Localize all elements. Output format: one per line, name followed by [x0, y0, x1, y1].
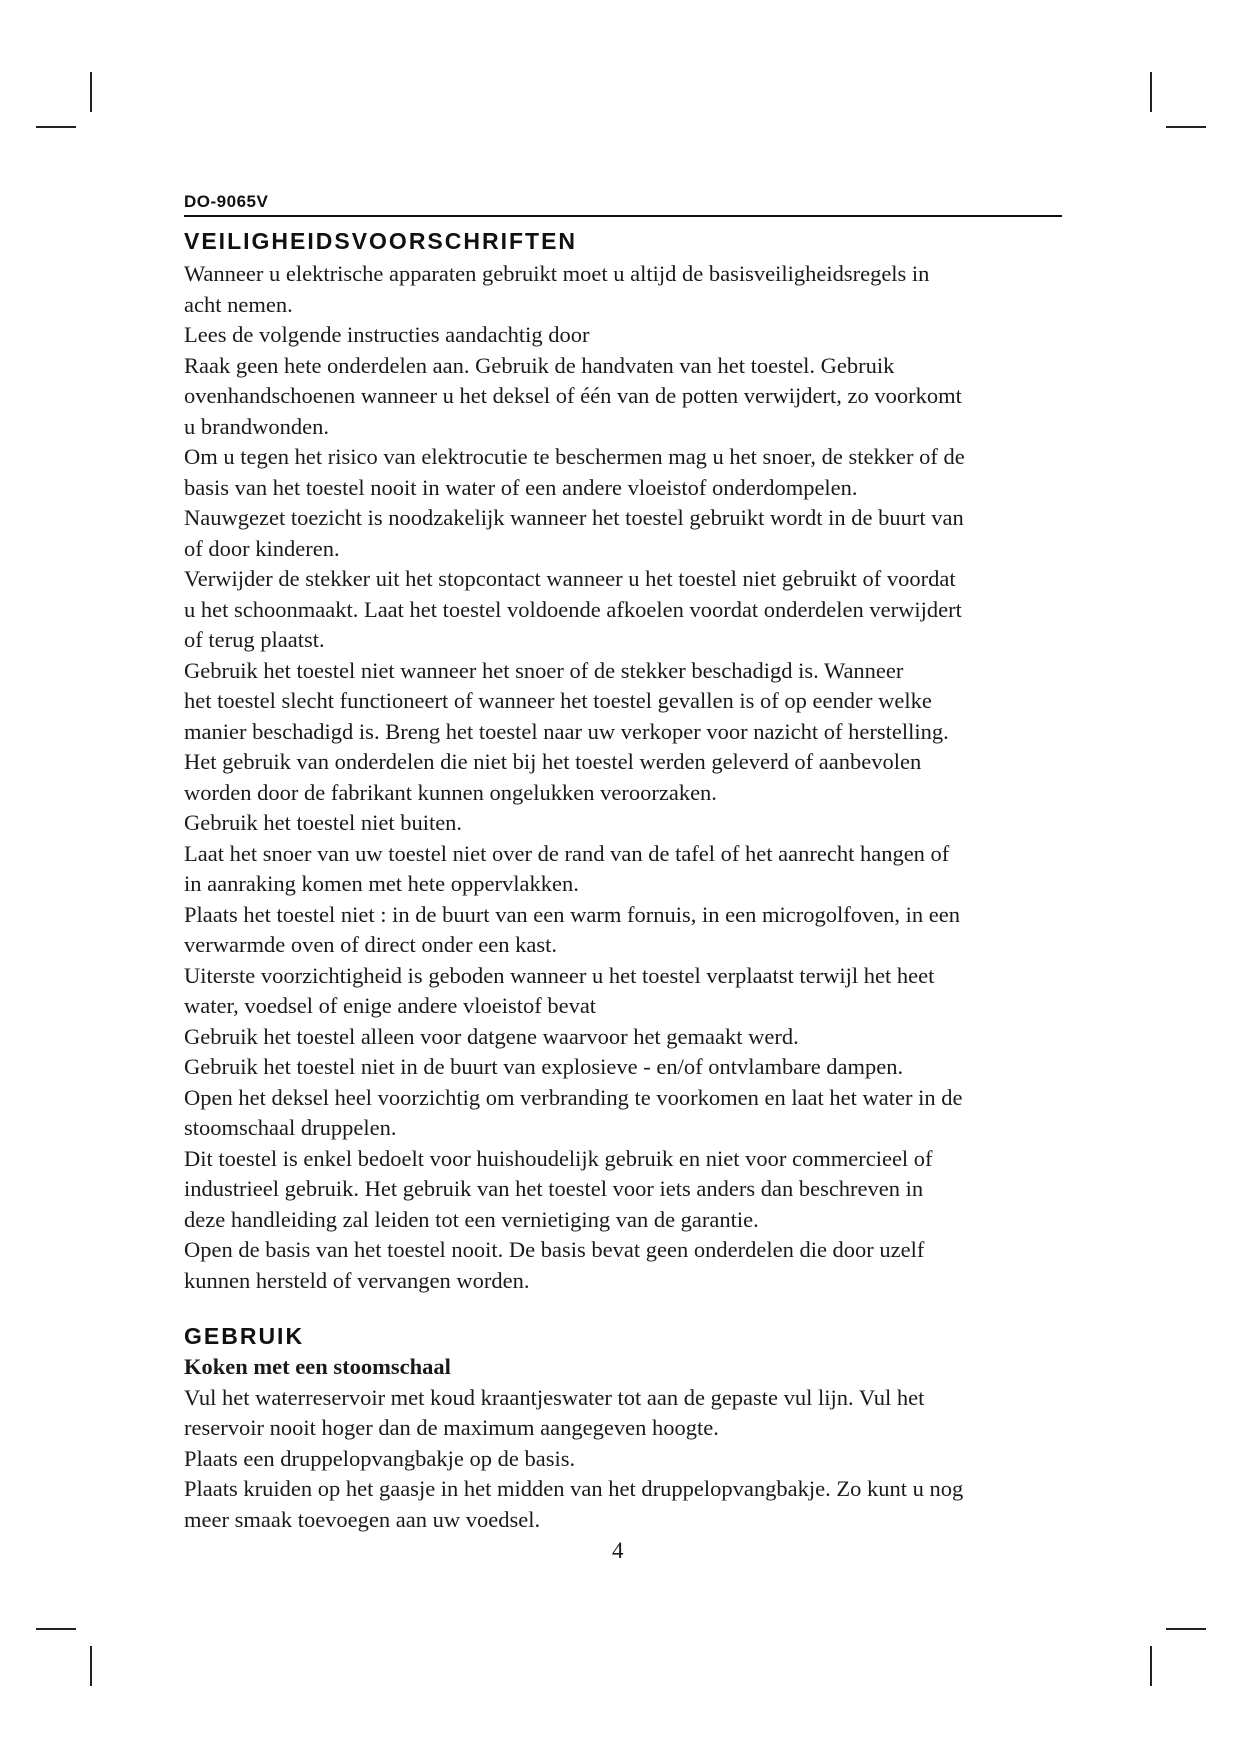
safety-heading: VEILIGHEIDSVOORSCHRIFTEN [184, 228, 578, 254]
text-line: Verwijder de stekker uit het stopcontact wanneer u het toestel niet gebruikt of voordat [184, 566, 956, 591]
crop-mark-top-left-horizontal [36, 126, 76, 128]
text-line: reservoir nooit hoger dan de maximum aangegeven hoogte. [184, 1415, 719, 1440]
text-line: manier beschadigd is. Breng het toestel naar uw verkoper voor nazicht of herstelling. [184, 718, 949, 744]
text-line: Gebruik het toestel niet wanneer het snoer of de stekker beschadigd is. Wanneer [184, 657, 904, 683]
text-line: acht nemen. [184, 291, 293, 317]
text-line: Laat het snoer van uw toestel niet over de rand van de tafel of het aanrecht hangen of [184, 840, 950, 866]
usage-text [184, 1383, 1064, 1536]
text-line: deze handleiding zal leiden tot een vernietiging van de garantie. [184, 1206, 759, 1232]
crop-mark-top-right-horizontal [1166, 126, 1206, 128]
text-line: Gebruik het toestel niet buiten. [184, 810, 463, 835]
usage-subheading: Koken met een stoomschaal [184, 1354, 451, 1379]
crop-mark-bottom-right-horizontal [1166, 1628, 1206, 1630]
text-line: verwarmde oven of direct onder een kast. [184, 932, 557, 957]
crop-mark-top-right-vertical [1150, 72, 1152, 112]
text-line: Lees de volgende instructies aandachtig door [184, 322, 590, 347]
text-line: of door kinderen. [184, 535, 340, 561]
crop-mark-top-left-vertical [90, 72, 92, 112]
text-line: Nauwgezet toezicht is noodzakelijk wanneer het toestel gebruikt wordt in de buurt van [184, 505, 964, 530]
text-line: Uiterste voorzichtigheid is geboden wanneer u het toestel verplaatst terwijl het heet [184, 962, 935, 988]
crop-mark-bottom-left-vertical [90, 1646, 92, 1686]
text-line: industrieel gebruik. Het gebruik van het toestel voor iets anders dan beschreven in [184, 1176, 924, 1201]
text-line: het toestel slecht functioneert of wanneer het toestel gevallen is of op eender welke [184, 688, 932, 713]
text-line: Om u tegen het risico van elektrocutie te beschermen mag u het snoer, de stekker of de [184, 444, 965, 469]
text-line: ovenhandschoenen wanneer u het deksel of één van de potten verwijdert, zo voorkomt [184, 383, 962, 408]
text-line: Wanneer u elektrische apparaten gebruikt moet u altijd de basisveiligheidsregels in [184, 261, 930, 286]
text-line: Open het deksel heel voorzichtig om verbranding te voorkomen en laat het water in de [184, 1084, 963, 1110]
text-line: worden door de fabrikant kunnen ongelukken veroorzaken. [184, 779, 717, 805]
text-line: Het gebruik van onderdelen die niet bij het toestel werden geleverd of aanbevolen [184, 749, 922, 774]
safety-text [184, 259, 1064, 1296]
page-number: 4 [612, 1538, 624, 1563]
usage-heading: GEBRUIK [184, 1323, 305, 1349]
crop-mark-bottom-right-vertical [1150, 1646, 1152, 1686]
text-line: in aanraking komen met hete oppervlakken. [184, 871, 579, 896]
text-line: water, voedsel of enige andere vloeistof bevat [184, 993, 597, 1018]
text-line: Vul het waterreservoir met koud kraantjeswater tot aan de gepaste vul lijn. Vul het [184, 1384, 925, 1410]
text-line: stoomschaal druppelen. [184, 1115, 397, 1140]
text-line: u het schoonmaakt. Laat het toestel voldoende afkoelen voordat onderdelen verwijdert [184, 596, 962, 622]
model-number: DO-9065V [184, 192, 269, 211]
text-line: Gebruik het toestel alleen voor datgene waarvoor het gemaakt werd. [184, 1023, 799, 1049]
text-line: kunnen hersteld of vervangen worden. [184, 1267, 530, 1293]
text-line: Plaats het toestel niet : in de buurt van een warm fornuis, in een microgolfoven, in een [184, 901, 961, 927]
crop-mark-bottom-left-horizontal [36, 1628, 76, 1630]
text-line: Raak geen hete onderdelen aan. Gebruik de handvaten van het toestel. Gebruik [184, 352, 895, 378]
header-rule [184, 215, 1062, 217]
text-line: basis van het toestel nooit in water of een andere vloeistof onderdompelen. [184, 474, 858, 500]
text-line: Dit toestel is enkel bedoelt voor huishoudelijk gebruik en niet voor commercieel of [184, 1145, 933, 1171]
text-line: meer smaak toevoegen aan uw voedsel. [184, 1506, 541, 1532]
text-line: Plaats een druppelopvangbakje op de basis. [184, 1445, 576, 1471]
usage-section [184, 1352, 1064, 1535]
text-line: Gebruik het toestel niet in de buurt van explosieve - en/of ontvlambare dampen. [184, 1054, 904, 1079]
text-line: of terug plaatst. [184, 627, 325, 652]
text-line: Plaats kruiden op het gaasje in het midden van het druppelopvangbakje. Zo kunt u nog [184, 1476, 964, 1501]
text-line: Open de basis van het toestel nooit. De basis bevat geen onderdelen die door uzelf [184, 1237, 925, 1262]
text-line: u brandwonden. [184, 413, 329, 439]
